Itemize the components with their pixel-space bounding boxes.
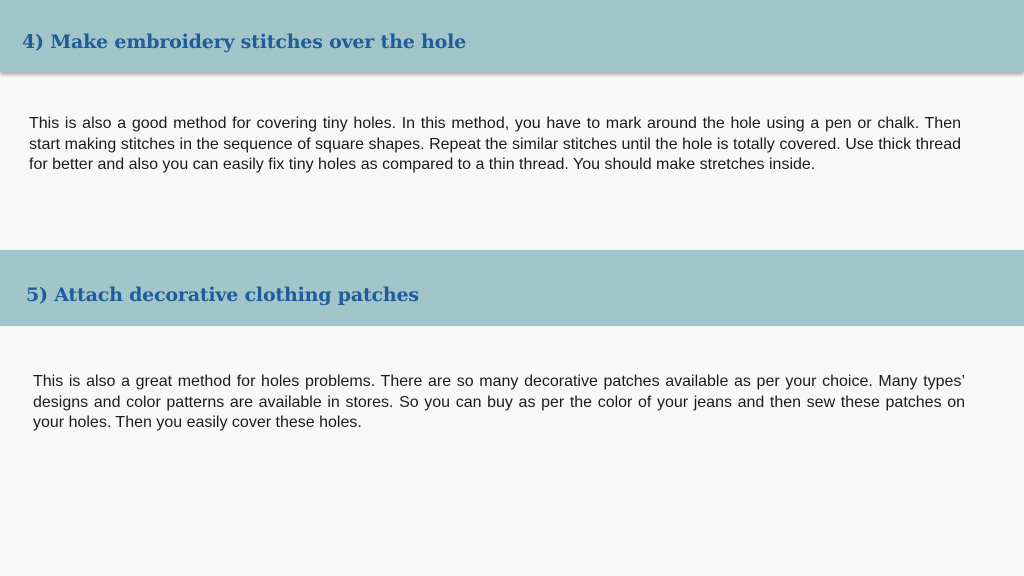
section-4-heading: 4) Make embroidery stitches over the hole xyxy=(22,31,467,53)
section-4-body: This is also a good method for covering tiny holes. In this method, you have to mark around the hole using a pen or chalk. Then start making stitches in the sequence of square shapes. Repeat the similar stitches until the hole is totally covered. Use thick thread for better and also you can easily fix tiny holes as compared to a thin thread. You should make stretches inside. xyxy=(29,115,961,173)
section-5-body: This is also a great method for holes problems. There are so many decorative patches available as per your choice. Many types’ designs and color patterns are available in stores. So you can buy as per the color of your jeans and then sew these patches on your holes. Then you easily cover these holes. xyxy=(33,373,965,431)
section-5-heading: 5) Attach decorative clothing patches xyxy=(26,284,419,306)
